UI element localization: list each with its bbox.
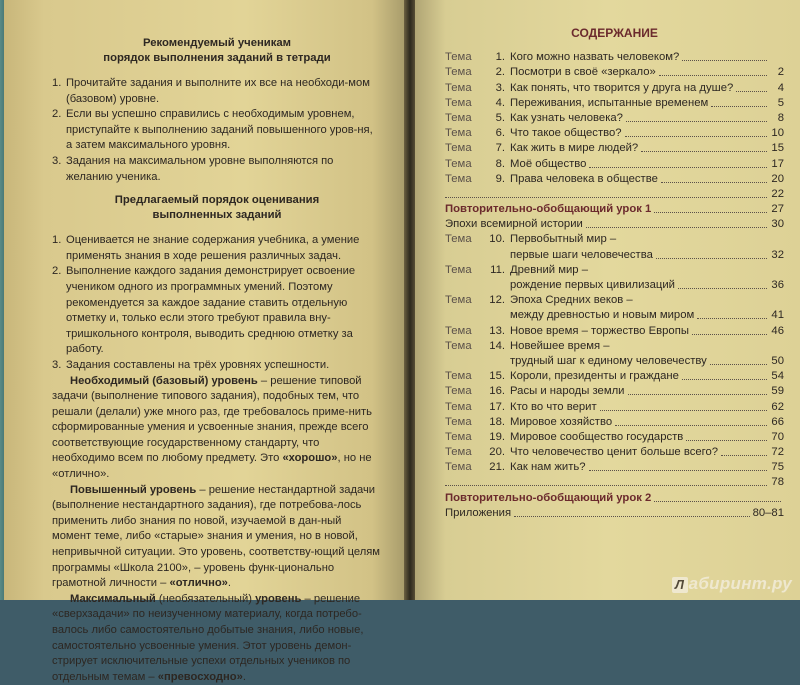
toc-page-number: 41 [771,309,784,322]
toc-dots [710,364,767,365]
toc-row-topic[interactable] [445,293,784,308]
level-advanced-grade: «отлично» [169,577,228,590]
toc-row-topic[interactable] [445,50,784,65]
toc-row-topic[interactable] [445,156,784,171]
toc-row-topic[interactable] [445,141,784,156]
assessment-title-line2: выполненных заданий [152,209,282,222]
toc-page-number: 27 [771,203,784,216]
list-item-number: 2. [52,265,62,278]
toc-dots [586,227,767,228]
toc-dots [628,394,768,395]
toc-page-number: 10 [771,127,784,140]
labirint-logo-icon: Л [672,577,688,593]
toc-row-topic[interactable] [445,263,784,278]
toc-row[interactable] [445,475,784,490]
left-page [4,0,404,683]
toc-page-number: 22 [771,187,784,200]
toc-topic-label: Тема [445,430,472,443]
level-basic-name: Необходимый (базовый) уровень [70,374,258,387]
toc-row-topic[interactable] [445,96,784,111]
toc-title: Короли, президенты и граждане [510,370,679,383]
toc-topic-label: Тема [445,370,472,383]
toc-row-epochs[interactable] [445,217,784,232]
level-basic-text: – решение типовой задачи (выполнение типового задания), подобных тем, что решали (делали) уже много раз, где требовалось приме-нить сформированные умения и усвоенные знания, прежде всего соответствующие государственному стандарту, что необходимо всем по любому предмету. Это [52,374,372,465]
toc-dots [625,136,767,137]
toc-row-topic[interactable] [445,339,784,354]
toc-page-number: 8 [777,111,784,124]
toc-dots [589,167,767,168]
toc-topic-number: 7. [495,142,505,155]
toc-topic-number: 2. [495,66,505,79]
list-item-text: Если вы успешно справились с необходимым уровнем, приступайте к выполнению заданий повышенного уров-ня, а затем максимального уровня. [66,108,373,152]
right-page [415,0,800,600]
toc-dots [661,182,767,183]
toc-row-continuation[interactable] [445,278,784,293]
toc-page-number: 36 [771,279,784,291]
toc-dots [736,91,767,92]
toc-topics-list-2 [445,232,784,475]
toc-dots [654,501,781,502]
toc-row-review-2[interactable] [445,490,784,505]
toc-dots [682,60,767,61]
toc-row-topic[interactable] [445,445,784,460]
recommended-title-line2: порядок выполнения заданий в тетради [103,52,331,64]
list-item [52,107,382,154]
toc-page-number: 66 [771,415,784,428]
level-max-paragraph [52,592,382,685]
level-max-grade: «превосходно» [157,670,243,683]
toc-page-number: 5 [777,96,784,109]
toc-dots [600,410,767,411]
list-item [52,233,382,264]
toc-topic-number: 20. [489,446,505,459]
toc-topic-label: Тема [445,142,472,155]
list-item [52,264,382,358]
level-advanced-text: – решение нестандартной задачи (выполнение нестандартного задания), где потребова-лось применить либо знания по новой, изучаемой в дан-ный момент теме, либо «старые» знания и умения, но в новой, непривычной ситуации. Это уровень, соответству-ющий целям программы «Школа 2100», – уровень функ-ционально грамотной личности – [52,483,381,590]
toc-topic-label: Тема [445,400,472,413]
toc-title: трудный шаг к единому человечеству [510,354,707,367]
toc-topic-number: 5. [495,111,505,124]
toc-topic-label: Тема [445,66,472,79]
list-item [52,358,382,374]
toc-title: Расы и народы земли [510,385,625,398]
recommended-order-section [52,36,382,685]
toc-topic-label: Тема [445,263,472,276]
toc-dots [589,470,767,471]
toc-row-continuation[interactable] [445,354,784,369]
toc-topic-label: Тема [445,96,472,109]
toc-row-topic[interactable] [445,126,784,141]
toc-topic-number: 9. [495,172,505,185]
toc-row-topic[interactable] [445,111,784,126]
toc-title: Новейшее время – [510,339,610,352]
toc-page-number: 80–81 [752,506,784,519]
toc-topic-number: 4. [495,96,505,109]
toc-dots [678,288,767,289]
toc-title: Первобытный мир – [510,233,617,246]
toc-dots [692,334,767,335]
toc-title: Приложения [445,506,512,519]
list-item-number: 3. [52,154,62,167]
labirint-watermark [672,574,792,594]
toc-topic-number: 13. [489,324,505,337]
toc-topic-number: 17. [489,400,505,413]
toc-title: Кого можно назвать человеком? [510,51,680,64]
level-advanced-paragraph [52,483,382,592]
toc-row[interactable] [445,187,784,202]
list-item-number: 2. [52,108,62,121]
toc-row-topic[interactable] [445,415,784,430]
toc-page-number: 32 [771,248,784,261]
toc-title: Посмотри в своё «зеркало» [510,66,656,79]
toc-dots [659,75,767,76]
toc-topic-number: 10. [489,233,505,246]
toc-page-number: 2 [777,66,784,79]
toc-page-number: 59 [771,385,784,398]
toc-row-topic[interactable] [445,430,784,445]
level-advanced-after: . [227,577,232,590]
list-item [52,154,382,185]
list-item [52,76,382,107]
list-item-text: Оценивается не знание содержания учебника, а умение применять знания в ходе решения различных задач. [66,234,360,262]
toc-title: Кто во что верит [510,400,597,413]
toc-page-number: 72 [771,446,784,459]
toc-dots [615,425,767,426]
toc-title: Мировое сообщество государств [510,430,684,443]
toc-topic-number: 12. [489,294,505,307]
toc-row-review-1[interactable] [445,202,784,217]
toc-row-appendix[interactable] [445,506,784,521]
toc-title: Права человека в обществе [510,172,658,185]
toc-topic-label: Тема [445,51,472,64]
toc-dots [686,440,767,441]
toc-row-topic[interactable] [445,232,784,247]
toc-topic-label: Тема [445,461,472,474]
toc-row-topic[interactable] [445,369,784,384]
toc-row-topic[interactable] [445,323,784,338]
toc-topic-number: 16. [489,385,505,398]
toc-page-number: 15 [771,142,784,155]
toc-topic-number: 14. [489,339,505,352]
toc-row-topic[interactable] [445,399,784,414]
toc-title: Мировое хозяйство [510,415,613,428]
level-basic-grade: «хорошо» [282,452,338,465]
toc-topic-label: Тема [445,294,472,307]
toc-dots [682,379,767,380]
toc-title: между древностью и новым миром [510,309,695,322]
toc-page-number: 78 [771,476,784,489]
toc-dots [697,318,767,319]
toc-topic-number: 19. [489,430,505,443]
list-item-number: 3. [52,358,62,371]
toc-dots [626,121,767,122]
toc-row-topic[interactable] [445,460,784,475]
toc-topic-label: Тема [445,446,472,459]
toc-topic-number: 11. [490,263,505,276]
toc-page-number: 70 [771,430,784,443]
toc-page-number: 20 [771,172,784,185]
level-max-name2: уровень [255,592,302,605]
toc-topic-label: Тема [445,385,472,398]
toc-dots [514,516,749,517]
level-max-name: Максимальный [70,592,156,605]
toc-dots [445,197,767,198]
toc-page-number: 62 [771,400,784,413]
recommended-title-line1: Рекомендуемый ученикам [142,37,292,49]
toc-topic-label: Тема [445,415,472,428]
toc-title: Что такое общество? [510,127,622,140]
toc-topic-label: Тема [445,81,472,94]
toc-title: Что человечество ценит больше всего? [510,446,719,459]
toc-dots [721,455,767,456]
toc-page-number: 30 [771,218,784,231]
toc-row-continuation[interactable] [445,308,784,323]
toc-topic-label: Тема [445,111,472,124]
toc-dots [641,151,767,152]
toc-title: рождение первых цивилизаций [510,279,675,291]
toc-title: Древний мир – [510,263,588,276]
toc-topic-label: Тема [445,339,472,352]
toc-title: Эпоха Средних веков – [510,294,633,307]
level-advanced-name: Повышенный уровень [70,483,197,496]
toc-dots [654,212,767,213]
toc-page-number: 75 [771,461,784,474]
list-item-number: 1. [52,234,62,247]
toc-topic-number: 8. [495,157,505,170]
level-max-after: . [242,670,246,683]
toc-topic-number: 21. [489,461,505,474]
toc-dots [445,485,767,486]
toc-title: Повторительно-обобщающий урок 1 [445,203,652,216]
list-item-text: Задания на максимальном уровне выполняются по желанию ученика. [66,154,334,183]
assessment-title-line1: Предлагаемый порядок оценивания [114,194,320,207]
toc-topic-label: Тема [445,172,472,185]
toc-row-topic[interactable] [445,65,784,80]
toc-topic-number: 1. [495,51,505,64]
level-max-text: – решение «сверхзадачи» по неизученному материалу, когда потребо-валось либо самостоятельно добытые знания, либо новые, самостоятельно усвоенные умения. Этот уровень демон-стрирует исключительные успехи отдельных учеников по отдельным темам – [52,592,364,683]
watermark-text: абиринт.ру [688,574,792,593]
list-item-text: Выполнение каждого задания демонстрирует освоение учеником одного из программных умений. Поэтому рекомендуется за каждое задание ставить отдельную отметку и, только если этого требуют правила вну-тришкольного контроля, выводить среднюю отметку за работу. [66,265,356,356]
toc-title: Повторительно-обобщающий урок 2 [445,491,652,504]
toc-page-number: 50 [771,354,784,367]
toc-dots [711,106,767,107]
toc-title: Новое время – торжество Европы [510,324,689,337]
level-basic-after: , но не «отлично». [52,452,372,481]
toc-page-number: 17 [771,157,784,170]
toc-heading: СОДЕРЖАНИЕ [571,26,658,40]
list-item-text: Прочитайте задания и выполните их все на необходи-мом (базовом) уровне. [66,77,370,105]
toc-dots [656,258,767,259]
toc-title: Как понять, что творится у друга на душе? [510,81,734,94]
toc-title: первые шаги человечества [510,248,653,261]
toc-topic-label: Тема [445,157,472,170]
toc-row-topic[interactable] [445,80,784,95]
toc-page-number: 54 [771,370,784,383]
toc-topic-number: 6. [495,127,505,140]
toc-topic-label: Тема [445,233,472,246]
table-of-contents [445,20,784,521]
toc-title: Эпохи всемирной истории [445,218,583,231]
toc-title: Как узнать человека? [510,111,623,124]
toc-title: Моё общество [510,157,587,170]
toc-page-number: 46 [771,324,784,337]
toc-topic-number: 18. [489,415,505,428]
toc-title: Как нам жить? [510,461,586,474]
list-item-number: 1. [52,77,62,89]
toc-topic-label: Тема [445,324,472,337]
level-basic-paragraph [52,374,382,483]
toc-topic-number: 15. [489,370,505,383]
toc-topic-number: 3. [495,81,505,94]
toc-topic-label: Тема [445,127,472,140]
toc-title: Как жить в мире людей? [510,142,639,155]
toc-page-number: 4 [777,81,784,94]
toc-row-topic[interactable] [445,384,784,399]
toc-title: Переживания, испытанные временем [510,96,709,109]
list-item-text: Задания составлены на трёх уровнях успешности. [66,358,330,371]
toc-row-topic[interactable] [445,172,784,187]
toc-row-continuation[interactable] [445,247,784,262]
toc-topics-list-1 [445,50,784,187]
level-max-mid: (необязательный) [155,592,256,605]
